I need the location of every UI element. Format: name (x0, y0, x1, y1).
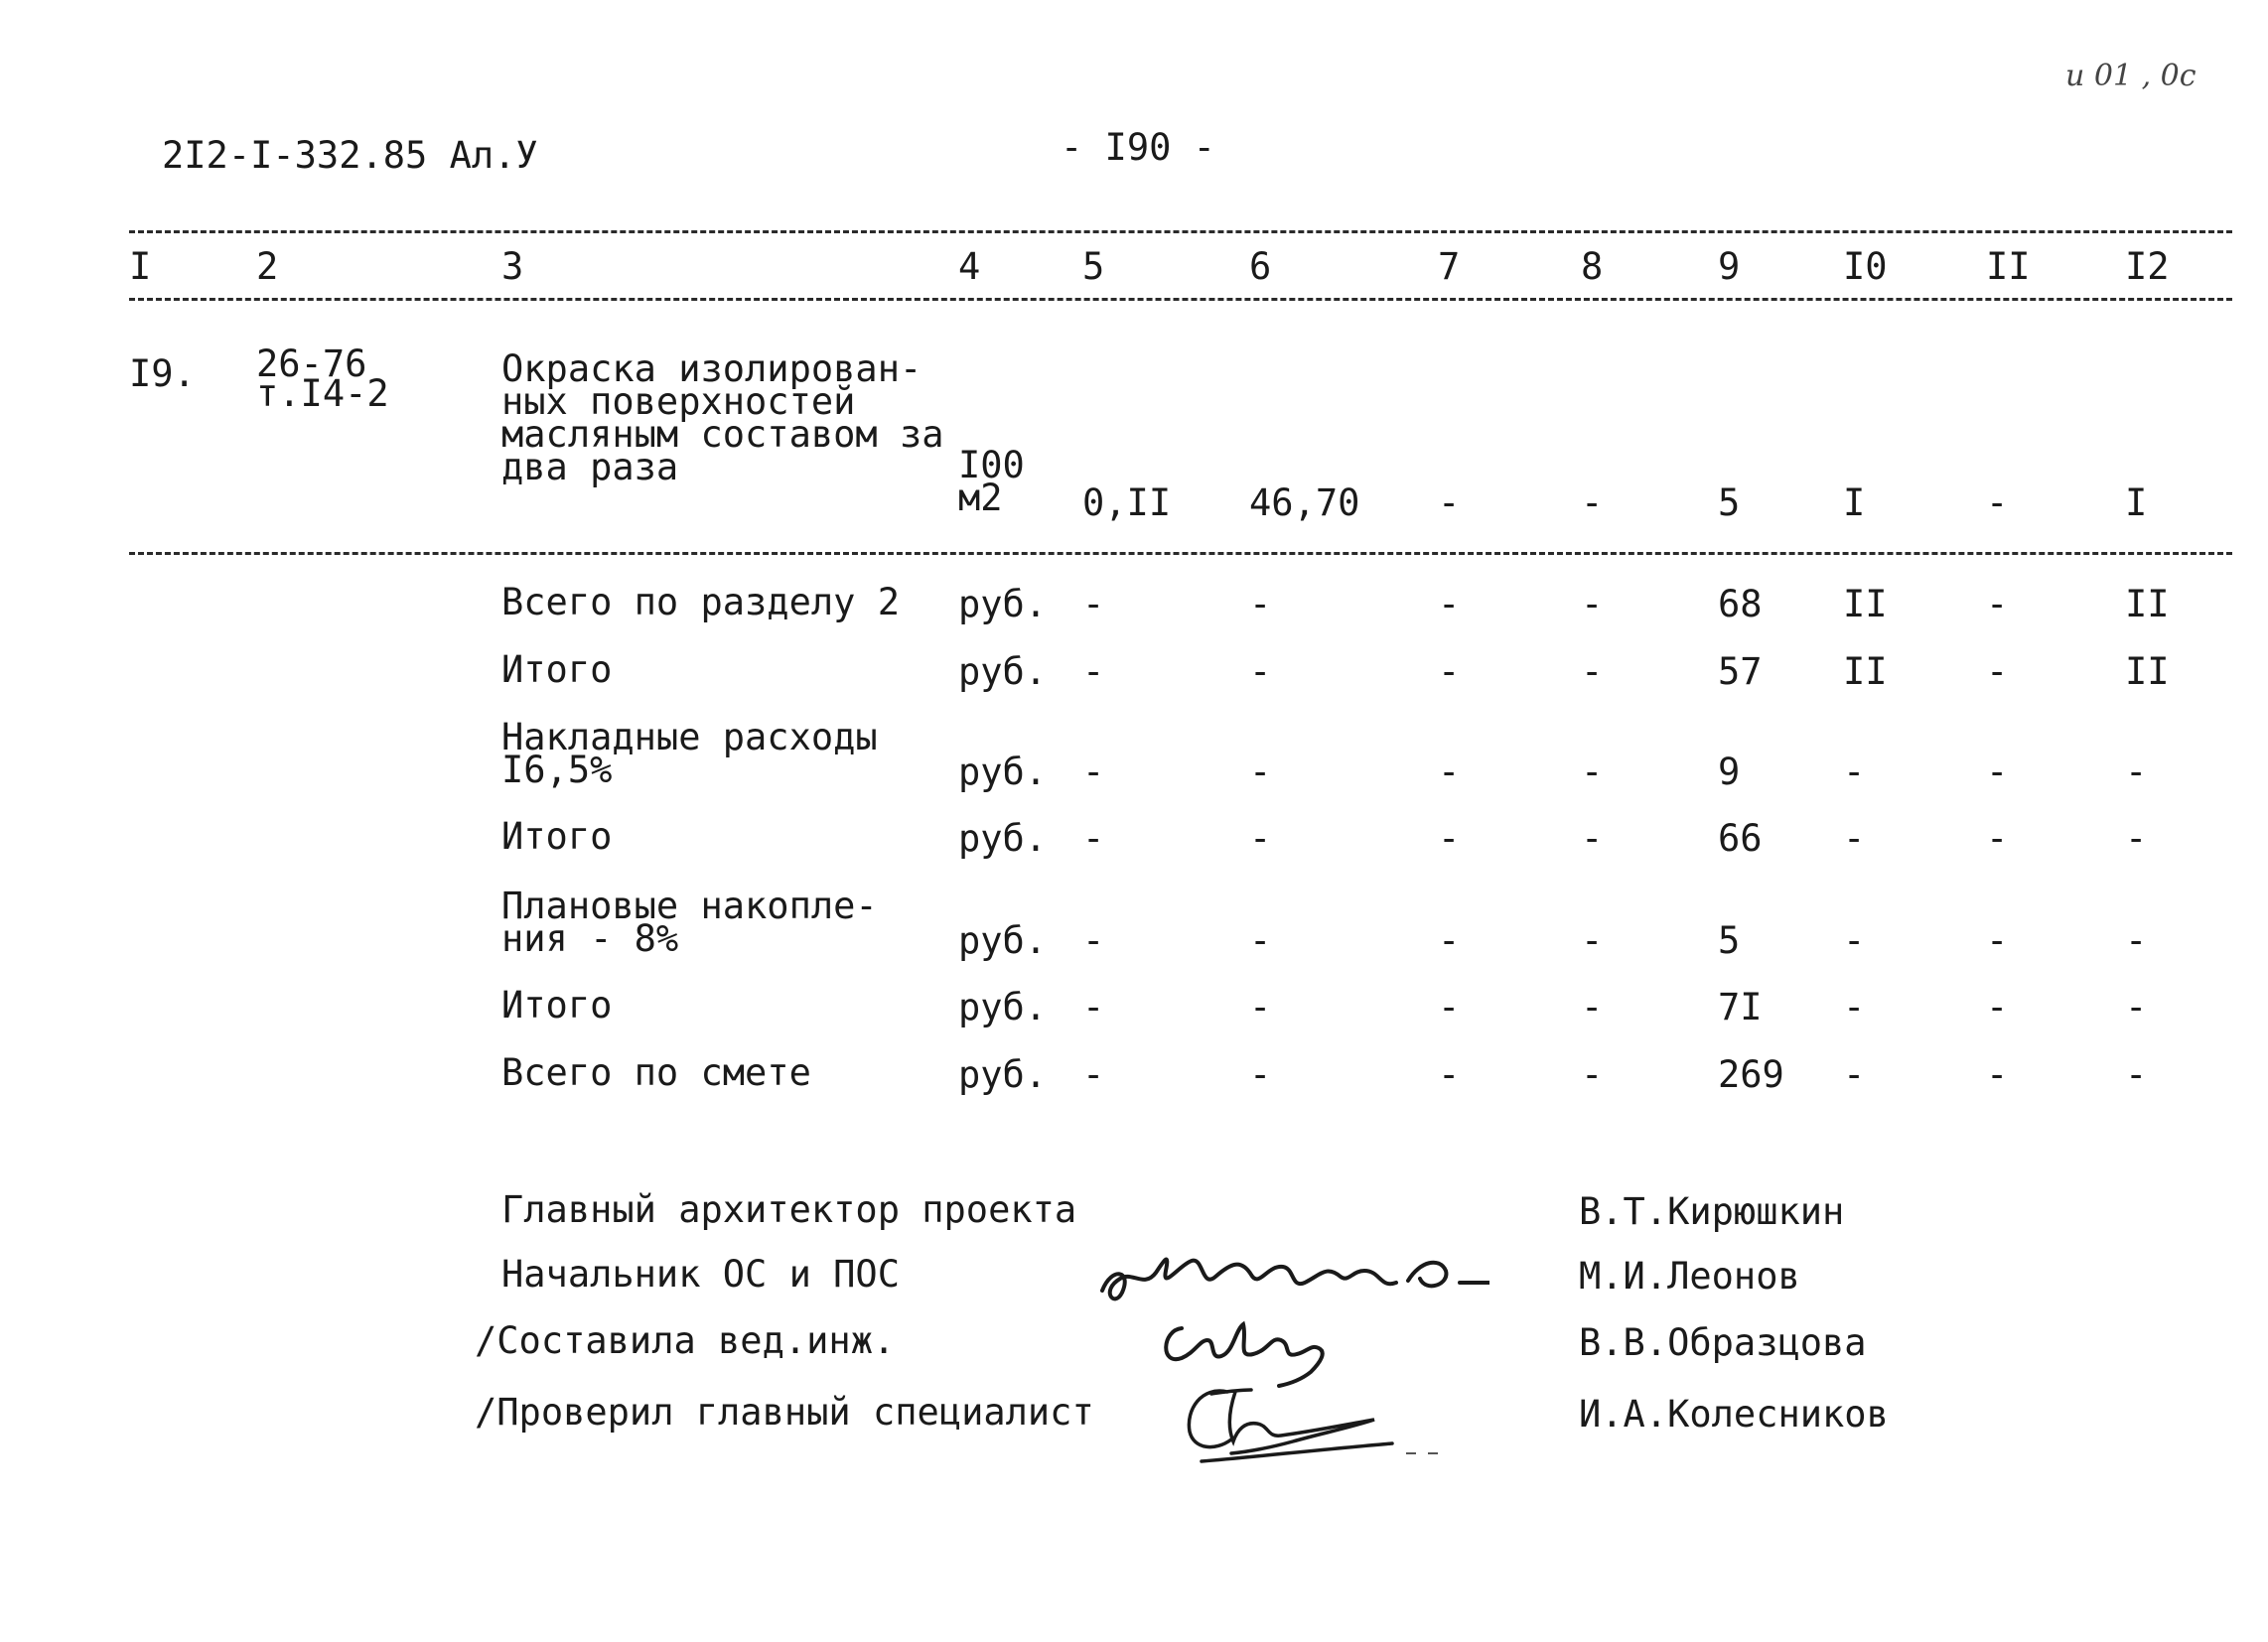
summary-value: II (2125, 583, 2170, 625)
summary-unit: руб. (958, 751, 1048, 793)
summary-value: - (1986, 919, 2009, 962)
summary-value: - (1249, 817, 1272, 860)
summary-value: - (1843, 986, 1866, 1028)
summary-value: - (1082, 650, 1105, 693)
summary-value: II (1843, 583, 1888, 625)
summary-value: - (2125, 919, 2148, 962)
summary-value: - (1438, 817, 1461, 860)
summary-value: 9 (1718, 751, 1741, 793)
item-value: - (1581, 481, 1604, 524)
summary-value: - (1082, 817, 1105, 860)
column-header: I0 (1843, 245, 1888, 288)
summary-label: Итого (501, 984, 613, 1026)
item-code: 26-76 т.I4-2 (256, 342, 389, 415)
summary-value: 5 (1718, 919, 1741, 962)
summary-value: - (1581, 817, 1604, 860)
summary-value: - (2125, 751, 2148, 793)
summary-value: - (1581, 919, 1604, 962)
summary-value: - (1986, 583, 2009, 625)
signature-role: /Составила вед.инж. (475, 1319, 896, 1362)
item-value: 5 (1718, 481, 1741, 524)
summary-value: - (1249, 1053, 1272, 1096)
summary-label: Итого (501, 815, 613, 858)
summary-value: - (1438, 583, 1461, 625)
summary-unit: руб. (958, 583, 1048, 625)
signature-name: И.А.Колесников (1579, 1393, 1889, 1436)
item-value: I (1843, 481, 1866, 524)
column-header: 5 (1082, 245, 1105, 288)
summary-label: Всего по смете (501, 1051, 811, 1094)
column-header: 7 (1438, 245, 1461, 288)
summary-unit: руб. (958, 650, 1048, 693)
summary-value: - (1249, 919, 1272, 962)
summary-value: - (1082, 986, 1105, 1028)
summary-label: Плановые накопле- ния - 8% (501, 885, 878, 960)
summary-value: - (1843, 1053, 1866, 1096)
summary-value: - (1249, 583, 1272, 625)
summary-value: - (1581, 583, 1604, 625)
summary-value: 7I (1718, 986, 1763, 1028)
summary-value: - (1581, 751, 1604, 793)
summary-value: 68 (1718, 583, 1763, 625)
column-header: II (1986, 245, 2031, 288)
signature-role: Начальник ОС и ПОС (501, 1253, 900, 1296)
summary-value: - (2125, 986, 2148, 1028)
summary-value: II (1843, 650, 1888, 693)
item-value: - (1986, 481, 2009, 524)
column-header: I (129, 245, 152, 288)
summary-value: - (1986, 817, 2009, 860)
document-code: 2I2-I-332.85 Ал.У (162, 134, 538, 177)
summary-value: - (1082, 919, 1105, 962)
item-value: 0,II (1082, 481, 1172, 524)
column-header: I2 (2125, 245, 2170, 288)
column-header: 6 (1249, 245, 1272, 288)
summary-value: - (1438, 751, 1461, 793)
summary-value: - (1986, 751, 2009, 793)
summary-label: Всего по разделу 2 (501, 581, 900, 623)
column-header: 4 (958, 245, 981, 288)
section-rule (129, 552, 2232, 555)
header-top-rule (129, 230, 2232, 233)
summary-value: - (1843, 817, 1866, 860)
signature-kolesnikov (1172, 1370, 1489, 1479)
summary-value: - (1986, 650, 2009, 693)
summary-value: - (1082, 1053, 1105, 1096)
summary-value: II (2125, 650, 2170, 693)
summary-value: - (1438, 650, 1461, 693)
summary-value: - (1581, 986, 1604, 1028)
item-value: 46,70 (1249, 481, 1360, 524)
column-header: 2 (256, 245, 279, 288)
signature-name: В.Т.Кирюшкин (1579, 1190, 1845, 1233)
summary-unit: руб. (958, 986, 1048, 1028)
page-number: - I90 - (1061, 126, 1215, 169)
summary-value: - (1843, 919, 1866, 962)
summary-value: - (1249, 751, 1272, 793)
signature-name: В.В.Образцова (1579, 1321, 1867, 1364)
summary-value: - (1438, 919, 1461, 962)
summary-value: - (2125, 817, 2148, 860)
summary-value: 269 (1718, 1053, 1784, 1096)
summary-value: - (1082, 751, 1105, 793)
summary-value: - (1986, 1053, 2009, 1096)
item-value: I (2125, 481, 2148, 524)
corner-mark: и 01 , 0с (2065, 59, 2197, 93)
header-bottom-rule (129, 298, 2232, 301)
item-unit: I00 м2 (958, 444, 1025, 519)
summary-label: Накладные расходы I6,5% (501, 716, 878, 791)
column-header: 8 (1581, 245, 1604, 288)
summary-value: - (1843, 751, 1866, 793)
summary-unit: руб. (958, 817, 1048, 860)
item-description: Окраска изолирован- ных поверхностей масляным составом за два раза (501, 347, 944, 488)
column-header: 3 (501, 245, 524, 288)
column-header: 9 (1718, 245, 1741, 288)
item-number: I9. (129, 352, 196, 395)
summary-unit: руб. (958, 919, 1048, 962)
summary-value: - (1249, 986, 1272, 1028)
summary-value: - (1986, 986, 2009, 1028)
summary-value: 66 (1718, 817, 1763, 860)
summary-value: - (1438, 1053, 1461, 1096)
signature-role: /Проверил главный специалист (475, 1391, 1094, 1434)
summary-label: Итого (501, 648, 613, 691)
summary-value: 57 (1718, 650, 1763, 693)
summary-value: - (1581, 1053, 1604, 1096)
summary-value: - (1082, 583, 1105, 625)
signature-name: М.И.Леонов (1579, 1255, 1800, 1298)
signature-role: Главный архитектор проекта (501, 1188, 1077, 1231)
summary-value: - (2125, 1053, 2148, 1096)
summary-unit: руб. (958, 1053, 1048, 1096)
summary-value: - (1581, 650, 1604, 693)
summary-value: - (1438, 986, 1461, 1028)
item-value: - (1438, 481, 1461, 524)
summary-value: - (1249, 650, 1272, 693)
